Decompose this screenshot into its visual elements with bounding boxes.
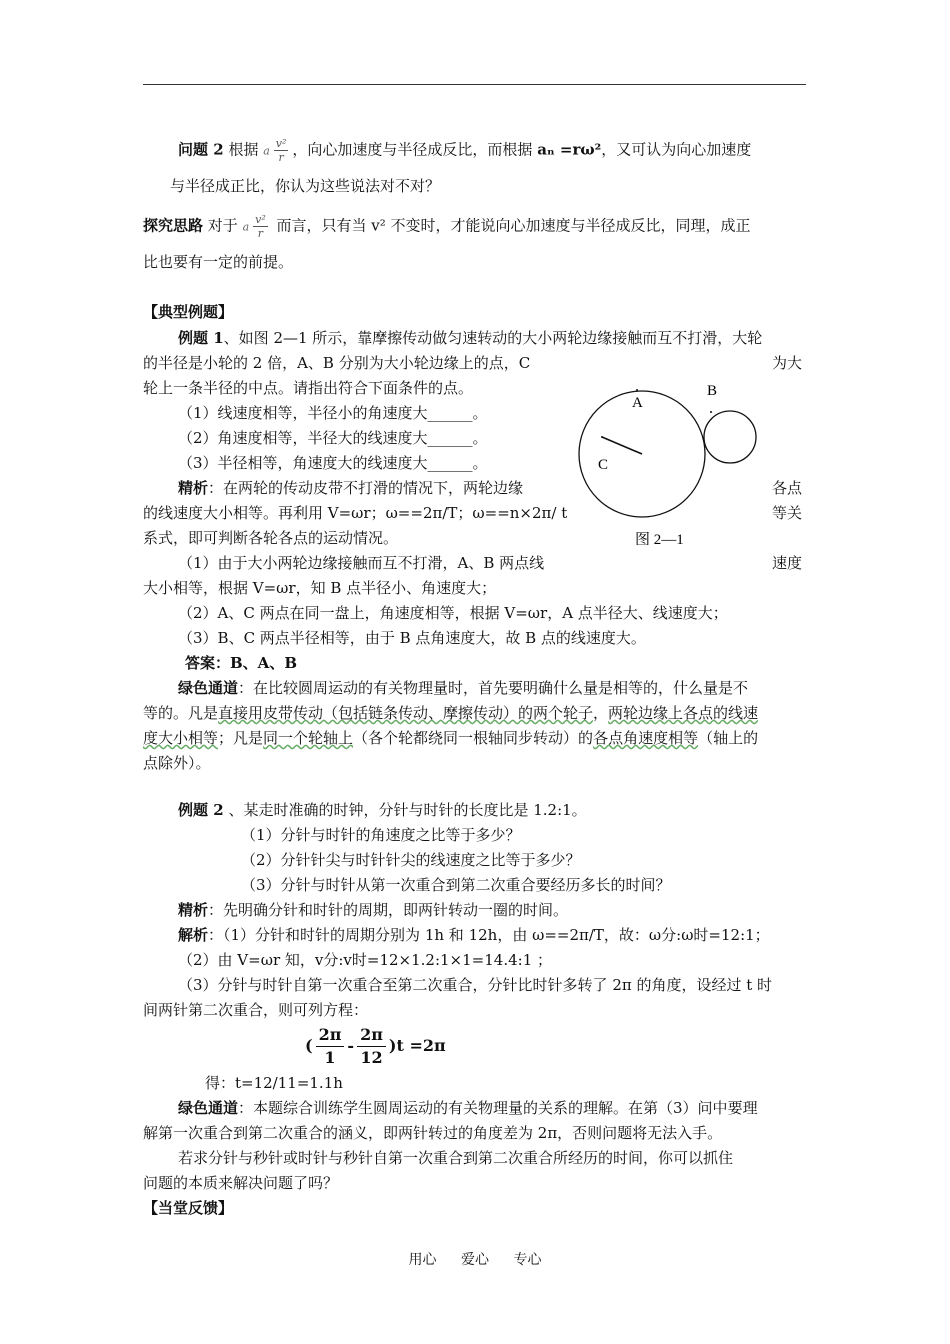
label-a: A xyxy=(632,395,643,411)
ex1-solution-3: （3）B、C 两点半径相等，由于 B 点角速度大，故 B 点的线速度大。 xyxy=(178,629,646,647)
formula-an-rw2: aₙ =rω² xyxy=(537,140,602,159)
label-b: B xyxy=(707,383,718,399)
ex2-analysis: 精析：先明确分针和时针的周期，即两针转动一圈的时间。 xyxy=(178,901,569,919)
point-a-dot xyxy=(636,389,638,391)
ex1-line1: 例题 1、如图 2—1 所示，靠摩擦传动做匀速转动的大小两轮边缘接触而互不打滑，大轮 xyxy=(178,329,763,347)
small-wheel xyxy=(704,411,756,463)
ex2-equation: ( $\frac{2\pi}{1}$ - $\frac{2\pi}{12}$ )t =2π xyxy=(305,1025,446,1067)
ex1-analysis-line2: 的线速度大小相等。再利用 V=ωr；ω==2π/T；ω==n×2π/ t xyxy=(143,504,568,522)
ex1-green-line3: 度大小相等；凡是同一个轮轴上（各个轮都绕同一根轴同步转动）的各点角速度相等（轴上的 xyxy=(143,729,759,747)
ex1-solution-1b: 速度 xyxy=(772,554,803,572)
q2-label: 问题 2 xyxy=(178,140,224,159)
q2-line2: 与半径成正比，你认为这些说法对不对？ xyxy=(170,177,441,195)
ex1-line2a: 的半径是小轮的 2 倍，A、B 分别为大小轮边缘上的点，C xyxy=(143,354,531,372)
explore-label: 探究思路 xyxy=(143,216,204,235)
ex2-question-1: （1）分针与时针的角速度之比等于多少？ xyxy=(241,826,521,844)
figure-caption: 图 2—1 xyxy=(635,532,684,545)
ex1-analysis-line1: 精析：在两轮的传动皮带不打滑的情况下，两轮边缘 xyxy=(178,479,524,497)
ex2-green-line3: 若求分针与秒针或时针与秒针自第一次重合到第二次重合所经历的时间，你可以抓住 xyxy=(178,1149,734,1167)
centripetal-formula-fraction-2: $\frac{\text{v²}}{r}$ xyxy=(255,213,266,240)
ex2-green-line1: 绿色通道：本题综合训练学生圆周运动的有关物理量的关系的理解。在第（3）问中要理 xyxy=(178,1099,758,1117)
ex2-question-2: （2）分针针尖与时针针尖的线速度之比等于多少？ xyxy=(241,851,581,869)
ex1-question-2: （2）角速度相等，半径大的线速度大______。 xyxy=(178,429,488,447)
ex2-solution-3a: （3）分针与时针自第一次重合至第二次重合，分针比时针多转了 2π 的角度，设经过 t 时 xyxy=(178,976,773,994)
ex1-analysis-line3: 系式，即可判断各轮各点的运动情况。 xyxy=(143,529,399,547)
ex2-solution-1: 解析：（1）分针和时针的周期分别为 1h 和 12h，由 ω==2π/T，故：ω分:ω时=12:1； xyxy=(178,926,770,944)
ex2-green-line4: 问题的本质来解决问题了吗？ xyxy=(143,1174,339,1192)
centripetal-formula-fraction: $\frac{\text{v²}}{r}$ xyxy=(275,137,287,164)
ex1-green-line4: 点除外）。 xyxy=(143,754,211,772)
point-b-dot xyxy=(710,411,712,413)
figure-2-1 xyxy=(575,375,775,545)
ex2-solution-2: （2）由 V=ωr 知，v分:v时=12×1.2:1×1=14.4:1 ； xyxy=(178,951,553,969)
ex1-analysis-line2b: 等关 xyxy=(772,504,803,522)
ex1-green-line1: 绿色通道：在比较圆周运动的有关物理量时，首先要明确什么量是相等的，什么量是不 xyxy=(178,679,749,697)
ex2-label: 例题 2 xyxy=(178,801,224,819)
ex1-analysis-line1b: 各点 xyxy=(772,479,803,497)
ex1-line3: 轮上一条半径的中点。请指出符合下面条件的点。 xyxy=(143,379,474,397)
explore-line2: 比也要有一定的前提。 xyxy=(143,253,294,271)
q2-line1: 问题 2 根据 a $\frac{\text{v²}}{r}$ ，向心加速度与半径成反比，而根据 aₙ =rω²，又可认为向心加速度 xyxy=(178,137,752,164)
section-typical-examples: 【典型例题】 xyxy=(143,303,234,321)
radius-line xyxy=(602,437,642,454)
ex1-answer: 答案：B、A、B xyxy=(185,654,297,672)
point-c-dot xyxy=(601,436,603,438)
ex2-result: 得：t=12/11=1.1h xyxy=(205,1074,343,1092)
explore-line1: 探究思路 对于 a $\frac{\text{v²}}{r}$ 而言，只有当 v² 不变时，才能说向心加速度与半径成反比，同理，成正 xyxy=(143,213,751,240)
ex1-question-3: （3）半径相等，角速度大的线速度大______。 xyxy=(178,454,488,472)
ex1-line2b: 为大 xyxy=(772,354,803,372)
section-feedback: 【当堂反馈】 xyxy=(143,1199,234,1217)
ex2-green-line2: 解第一次重合到第二次重合的涵义，即两针转过的角度差为 2π，否则问题将无法入手。 xyxy=(143,1124,723,1142)
ex1-green-line2: 等的。凡是直接用皮带传动（包括链条传动、摩擦传动）的两个轮子，两轮边缘上各点的线速 xyxy=(143,704,759,722)
ex1-label: 例题 1 xyxy=(178,329,224,347)
ex2-line1: 例题 2 、某走时准确的时钟，分针与时针的长度比是 1.2:1。 xyxy=(178,801,587,819)
ex1-question-1: （1）线速度相等，半径小的角速度大______。 xyxy=(178,404,488,422)
wheels-diagram xyxy=(575,375,775,545)
ex1-solution-1a: （1）由于大小两轮边缘接触而互不打滑，A、B 两点线 xyxy=(178,554,545,572)
ex1-solution-2: （2）A、C 两点在同一盘上，角速度相等，根据 V=ωr，A 点半径大、线速度大； xyxy=(178,604,728,622)
header-rule xyxy=(143,84,806,85)
ex2-question-3: （3）分针与时针从第一次重合到第二次重合要经历多长的时间？ xyxy=(241,876,671,894)
page-footer: 用心 爱心 专心 xyxy=(408,1252,542,1268)
label-c: C xyxy=(598,457,609,473)
ex1-solution-1c: 大小相等，根据 V=ωr，知 B 点半径小、角速度大； xyxy=(143,579,497,597)
ex2-solution-3b: 间两针第二次重合，则可列方程： xyxy=(143,1001,369,1019)
